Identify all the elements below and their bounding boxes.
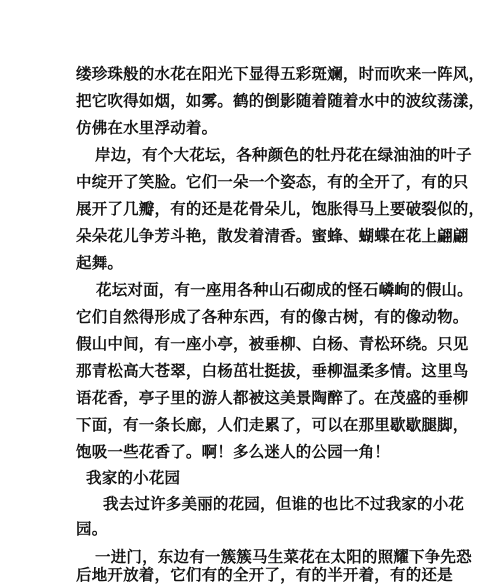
text-line: 岸边，有个大花坛，各种颜色的牡丹花在绿油油的叶子 bbox=[95, 145, 472, 164]
text-line: 我去过许多美丽的花园，但谁的也比不过我家的小花 bbox=[103, 494, 465, 513]
text-line: 中绽开了笑脸。它们一朵一个姿态，有的全开了，有的只 bbox=[76, 172, 469, 191]
text-line: 缕珍珠般的水花在阳光下显得五彩斑斓，时而吹来一阵风， bbox=[76, 64, 485, 83]
text-line: 花坛对面，有一座用各种山石砌成的怪石嶙峋的假山。 bbox=[96, 280, 473, 299]
text-line: 起舞。 bbox=[76, 253, 124, 272]
text-line: 语花香，亭子里的游人都被这美景陶醉了。在茂盛的垂柳 bbox=[76, 388, 469, 407]
text-line: 下面，有一条长廊，人们走累了，可以在那里歇歇腿脚， bbox=[76, 415, 469, 434]
text-line: 展开了几瓣，有的还是花骨朵儿，饱胀得马上要破裂似的， bbox=[76, 199, 485, 218]
text-line: 后地开放着，它们有的全开了，有的半开着，有的还是 bbox=[76, 565, 453, 584]
text-line: 那青松高大苍翠，白杨茁壮挺拔，垂柳温柔多情。这里鸟 bbox=[76, 361, 469, 380]
text-line: 朵朵花儿争芳斗艳，散发着清香。蜜蜂、蝴蝶在花上翩翩 bbox=[76, 226, 469, 245]
text-line: 它们自然得形成了各种东西，有的像古树，有的像动物。 bbox=[76, 307, 469, 326]
section-title: 我家的小花园 bbox=[86, 468, 181, 487]
text-line: 一进门，东边有一簇簇马生菜花在太阳的照耀下争先恐 bbox=[95, 547, 472, 566]
text-line: 假山中间，有一座小亭，被垂柳、白杨、青松环绕。只见 bbox=[76, 334, 469, 353]
text-line: 园。 bbox=[76, 519, 108, 538]
text-line: 仿佛在水里浮动着。 bbox=[76, 118, 218, 137]
text-line: 饱吸一些花香了。啊！多么迷人的公园一角！ bbox=[76, 442, 391, 461]
text-line: 把它吹得如烟，如雾。鹤的倒影随着随着水中的波纹荡漾， bbox=[76, 91, 485, 110]
